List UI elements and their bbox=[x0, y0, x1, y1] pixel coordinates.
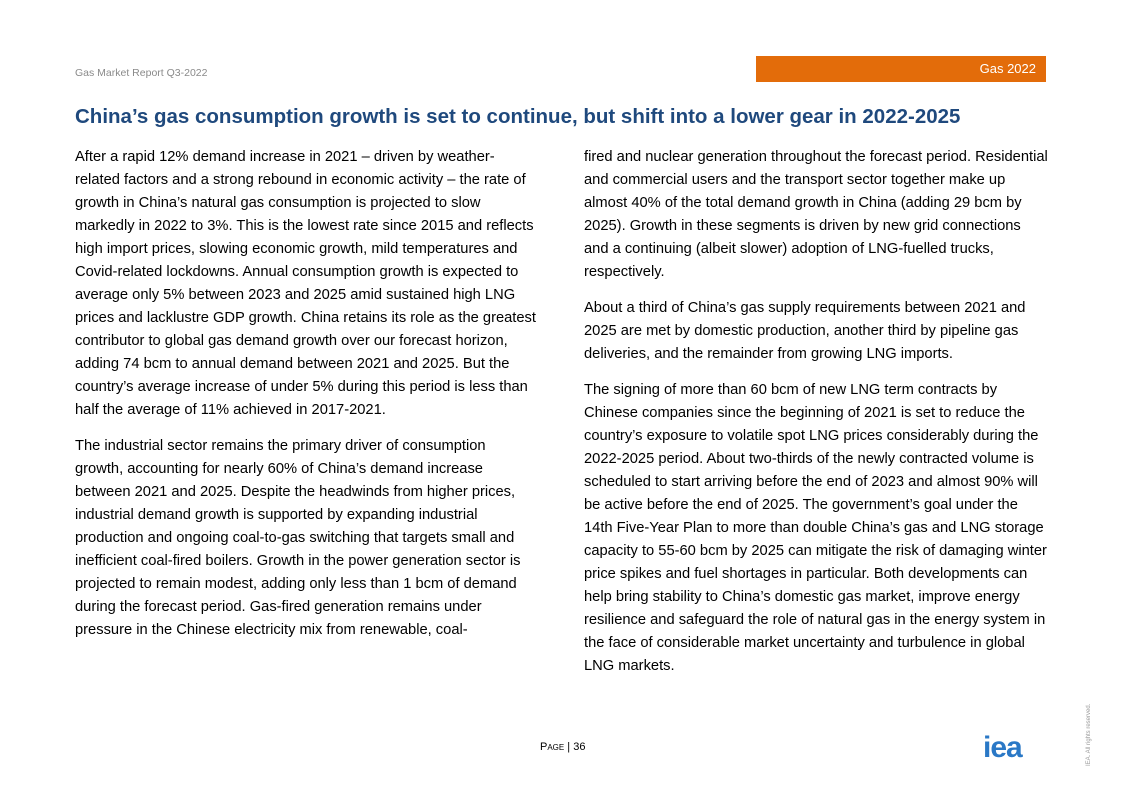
page-number bbox=[540, 741, 585, 753]
paragraph: The industrial sector remains the primary driver of consumption growth, accounting for nearly 60% of China’s demand increase between 2021 and 2025. Despite the headwinds from higher prices, industrial demand growth is supported by expanding industrial production and ongoing coal-to-gas switching that targets small and inefficient coal-fired boilers. Growth in the power generation sector is projected to remain modest, adding only less than 1 bcm of demand during the forecast period. Gas-fired generation remains under pressure in the Chinese electricity mix from renewable, coal- bbox=[75, 438, 521, 638]
iea-logo-text: iea bbox=[983, 733, 1022, 761]
page-label: Page bbox=[540, 741, 565, 753]
paragraph: About a third of China’s gas supply requirements between 2021 and 2025 are met by domestic production, another third by pipeline gas deliveries, and the remainder from growing LNG imports. bbox=[584, 300, 1026, 362]
left-column bbox=[75, 146, 537, 655]
paragraph: fired and nuclear generation throughout the forecast period. Residential and commercial users and the transport sector together make up almost 40% of the total demand growth in China (adding 29 bcm by 2025). Growth in these segments is driven by new grid connections and a continuing (albeit slower) adoption of LNG-fuelled trucks, respectively. bbox=[584, 149, 1048, 280]
page-separator: | bbox=[567, 741, 571, 753]
rights-notice: IEA. All rights reserved. bbox=[1086, 703, 1092, 766]
page-title: China’s gas consumption growth is set to continue, but shift into a lower gear in 2022-2025 bbox=[75, 105, 961, 128]
iea-logo bbox=[983, 733, 1047, 761]
section-tag: Gas 2022 bbox=[756, 56, 1046, 82]
paragraph: After a rapid 12% demand increase in 2021 – driven by weather-related factors and a strong rebound in economic activity – the rate of growth in China’s natural gas consumption is projected to slow markedly in 2022 to 3%. This is the lowest rate since 2015 and reflects high import prices, slowing economic growth, mild temperatures and Covid-related lockdowns. Annual consumption growth is expected to average only 5% between 2023 and 2025 amid sustained high LNG prices and lacklustre GDP growth. China retains its role as the greatest contributor to global gas demand growth over our forecast horizon, adding 74 bcm to annual demand between 2021 and 2025. But the country’s average increase of under 5% during this period is less than half the average of 11% achieved in 2017-2021. bbox=[75, 149, 536, 418]
report-name: Gas Market Report Q3-2022 bbox=[75, 67, 208, 79]
paragraph: The signing of more than 60 bcm of new LNG term contracts by Chinese companies since the beginning of 2021 is set to reduce the country’s exposure to volatile spot LNG prices considerably during the 2022-2025 period. About two-thirds of the newly contracted volume is scheduled to start arriving before the end of 2023 and almost 90% will be active before the end of 2025. The government’s goal under the 14th Five-Year Plan to more than double China’s gas and LNG storage capacity to 55-60 bcm by 2025 can mitigate the risk of damaging winter price spikes and fuel shortages in particular. Both developments can help bring stability to China’s domestic gas market, improve energy resilience and safeguard the role of natural gas in the energy system in the face of considerable market uncertainty and turbulence in global LNG markets. bbox=[584, 382, 1047, 674]
page-number-value: 36 bbox=[573, 741, 586, 753]
right-column bbox=[584, 146, 1048, 691]
